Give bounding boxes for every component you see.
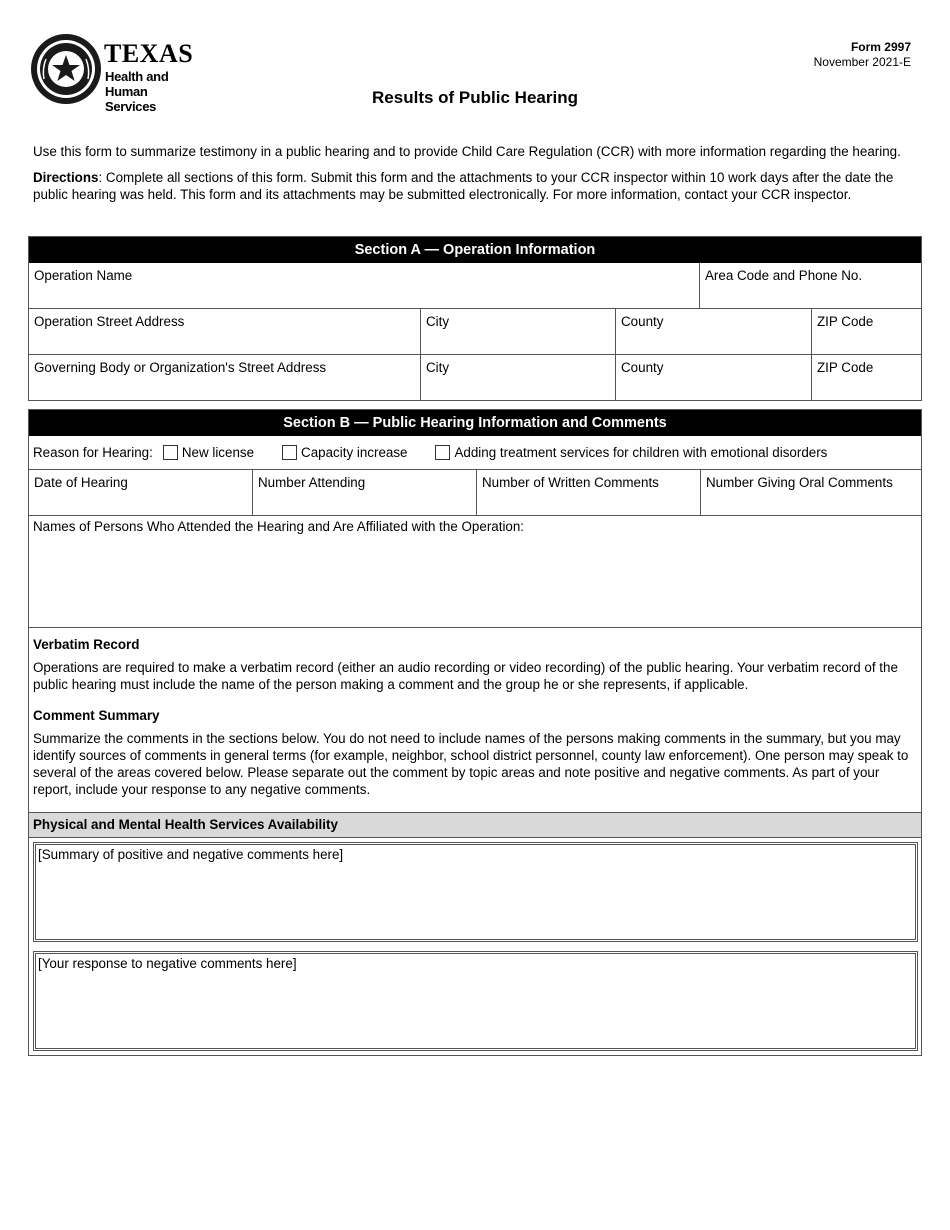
new-license-label: New license — [181, 445, 255, 460]
section-b — [28, 409, 922, 1056]
written-comments-field[interactable] — [476, 470, 700, 515]
date-of-hearing-field[interactable] — [29, 470, 252, 515]
form-number-block — [814, 40, 911, 70]
street-address-label: Operation Street Address — [34, 314, 185, 329]
zip-label: ZIP Code — [817, 314, 874, 329]
phone-label: Area Code and Phone No. — [705, 268, 863, 283]
section-b-heading: Section B — Public Hearing Information and Comments — [29, 410, 921, 436]
number-attending-label: Number Attending — [258, 475, 366, 490]
capacity-increase-checkbox[interactable] — [282, 445, 297, 460]
reason-row — [29, 436, 921, 469]
intro-text — [33, 143, 918, 212]
logo-subtitle-line2: Services — [105, 99, 157, 114]
section-a-row-2 — [29, 308, 921, 354]
county-field[interactable] — [615, 309, 811, 354]
operation-name-label: Operation Name — [34, 268, 133, 283]
form-number: Form 2997 — [850, 40, 911, 54]
directions-text: : Complete all sections of this form. Submit this form and the attachments to your CCR inspector within 10 work days after the date the public hearing was held. This form and its attachments may be submitted electronically. For more information, contact your CCR inspector. — [33, 170, 894, 202]
gov-zip-field[interactable] — [811, 355, 921, 400]
section-a-row-1 — [29, 263, 921, 308]
logo-wordmark: TEXAS — [104, 39, 194, 68]
street-address-field[interactable] — [29, 309, 420, 354]
directions-label: Directions — [33, 170, 99, 185]
form-date: November 2021-E — [813, 55, 911, 69]
operation-name-field[interactable] — [29, 263, 699, 308]
gov-street-address-field[interactable] — [29, 355, 420, 400]
summary-heading: Comment Summary — [33, 708, 160, 723]
section-a — [28, 236, 922, 401]
gov-street-address-label: Governing Body or Organization's Street Address — [34, 360, 327, 375]
county-label: County — [621, 314, 664, 329]
summary-text: Summarize the comments in the sections below. You do not need to include names of the persons making comments in the summary, but you may identify sources of comments in general terms (for example, neighbor, school district personnel, county law enforcement). One person may speak to several of the areas covered below. Please separate out the comment by topic areas and note positive and negative comments. As part of your report, include your response to any negative comments. — [33, 731, 909, 797]
gov-city-field[interactable] — [420, 355, 615, 400]
section-a-heading: Section A — Operation Information — [29, 237, 921, 263]
comment-summary-textbox[interactable] — [33, 842, 918, 942]
response-textbox[interactable] — [33, 951, 918, 1051]
gov-city-label: City — [426, 360, 450, 375]
response-placeholder: [Your response to negative comments here] — [38, 956, 297, 971]
oral-comments-label: Number Giving Oral Comments — [706, 475, 893, 490]
date-of-hearing-label: Date of Hearing — [34, 475, 128, 490]
verbatim-heading: Verbatim Record — [33, 637, 140, 652]
comment-summary-placeholder: [Summary of positive and negative comments here] — [38, 847, 344, 862]
hearing-stats-row — [29, 469, 921, 515]
zip-field[interactable] — [811, 309, 921, 354]
treatment-services-checkbox[interactable] — [435, 445, 450, 460]
instructions-block — [29, 627, 921, 812]
intro-paragraph: Use this form to summarize testimony in a public hearing and to provide Child Care Regulation (CCR) with more information regarding the hearing. — [33, 144, 901, 159]
reason-label: Reason for Hearing: — [33, 445, 153, 460]
topic-heading: Physical and Mental Health Services Availability — [29, 812, 921, 838]
treatment-services-label: Adding treatment services for children with emotional disorders — [454, 445, 828, 460]
logo-subtitle-line1: Health and Human — [105, 69, 169, 99]
new-license-checkbox[interactable] — [163, 445, 178, 460]
gov-zip-label: ZIP Code — [817, 360, 874, 375]
number-attending-field[interactable] — [252, 470, 476, 515]
city-field[interactable] — [420, 309, 615, 354]
gov-county-label: County — [621, 360, 664, 375]
oral-comments-field[interactable] — [700, 470, 921, 515]
written-comments-label: Number of Written Comments — [482, 475, 659, 490]
city-label: City — [426, 314, 450, 329]
phone-field[interactable] — [699, 263, 921, 308]
gov-county-field[interactable] — [615, 355, 811, 400]
page-title: Results of Public Hearing — [372, 88, 578, 107]
capacity-increase-label: Capacity increase — [301, 445, 408, 460]
affiliated-names-field[interactable] — [29, 515, 921, 627]
verbatim-text: Operations are required to make a verbatim record (either an audio recording or video recording) of the public hearing. Your verbatim record of the public hearing must include the name of the person making a comment and the group he or she represents, if applicable. — [33, 660, 898, 692]
directions-paragraph — [33, 169, 918, 203]
section-a-row-3 — [29, 354, 921, 400]
affiliated-names-label: Names of Persons Who Attended the Hearing and Are Affiliated with the Operation: — [33, 519, 525, 534]
section-b-bottom-spacer — [29, 1051, 921, 1055]
